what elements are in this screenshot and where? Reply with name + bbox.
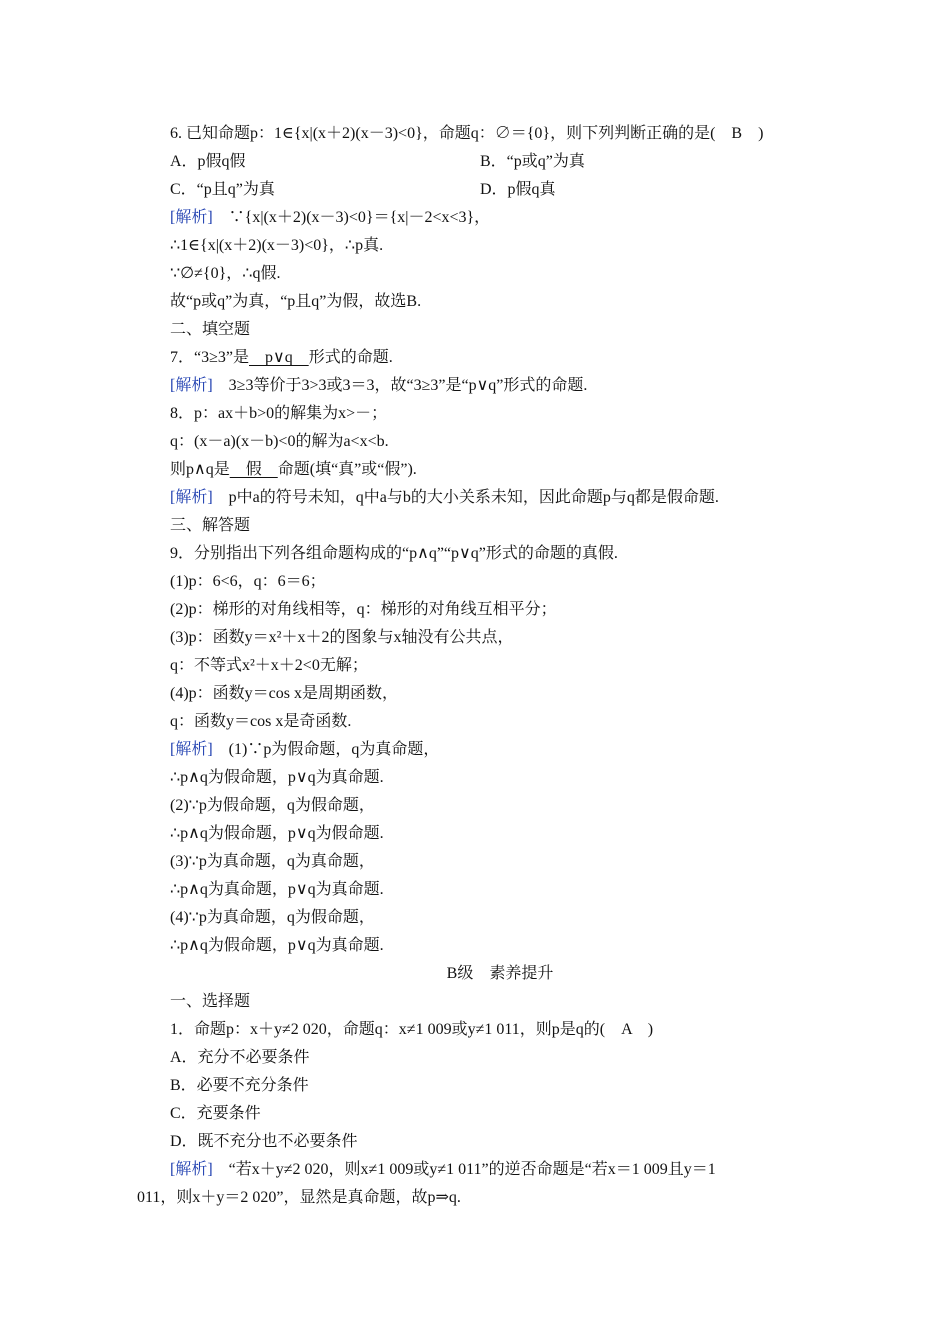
analysis-6-line-3: ∵∅≠{0}，∴q假. — [170, 265, 281, 282]
option-c: C．充要条件 — [170, 1105, 261, 1122]
question-6-options-row-1 — [170, 152, 585, 172]
question-b1: 1．命题p：x＋y≠2 020，命题q：x≠1 009或y≠1 011，则p是q的( A ) — [170, 1021, 654, 1038]
question-9-part-4a: (4)p：函数y＝cos x是周期函数， — [170, 685, 398, 702]
question-8-line-3: 则p∧q是 假 命题(填“真”或“假”). — [170, 461, 417, 478]
analysis-tag: [解析] — [170, 489, 213, 506]
analysis-9-line-4: ∴p∧q为假命题，p∨q为假命题. — [170, 825, 384, 842]
question-6-options-row-2 — [170, 180, 556, 200]
question-9-part-1: (1)p：6<6，q：6＝6； — [170, 573, 326, 590]
analysis-9-line-8: ∴p∧q为假命题，p∨q为真命题. — [170, 937, 384, 954]
question-8-line-2: q：(x－a)(x－b)<0的解为a<x<b. — [170, 433, 389, 450]
section-answer: 三、解答题 — [170, 517, 251, 534]
answer-blank: 假 — [229, 461, 278, 478]
question-6: 6. 已知命题p：1∈{x|(x＋2)(x－3)<0}，命题q：∅＝{0}，则下列判断正确的是( B ) — [170, 125, 764, 142]
analysis-tag: [解析] — [170, 1161, 213, 1178]
question-9: 9．分别指出下列各组命题构成的“p∧q”“p∨q”形式的命题的真假. — [170, 545, 618, 562]
section-fill-in: 二、填空题 — [170, 321, 251, 338]
option-d: D．p假q真 — [480, 181, 556, 198]
question-9-part-3a: (3)p：函数y＝x²＋x＋2的图象与x轴没有公共点， — [170, 629, 514, 646]
analysis-9-line-3: (2)∵p为假命题，q为假命题， — [170, 797, 375, 814]
question-9-part-3b: q：不等式x²＋x＋2<0无解； — [170, 657, 368, 674]
question-8-line-1: 8．p：ax＋b>0的解集为x>－； — [170, 405, 388, 422]
analysis-6-line-1: [解析] ∵{x|(x＋2)(x－3)<0}＝{x|－2<x<3}， — [170, 209, 491, 226]
analysis-8: [解析] p中a的符号未知，q中a与b的大小关系未知，因此命题p与q都是假命题. — [170, 489, 719, 506]
analysis-9-line-7: (4)∵p为真命题，q为假命题， — [170, 909, 375, 926]
question-7: 7．“3≥3”是 p∨q 形式的命题. — [170, 349, 393, 366]
analysis-7: [解析] 3≥3等价于3>3或3＝3，故“3≥3”是“p∨q”形式的命题. — [170, 377, 588, 394]
analysis-tag: [解析] — [170, 741, 213, 758]
level-b-heading: B级 素养提升 — [446, 965, 554, 982]
analysis-6-line-4: 故“p或q”为真，“p且q”为假，故选B. — [170, 293, 422, 310]
analysis-6-line-2: ∴1∈{x|(x＋2)(x－3)<0}，∴p真. — [170, 237, 384, 254]
option-b: B．“p或q”为真 — [480, 153, 585, 170]
analysis-9-line-6: ∴p∧q为真命题，p∨q为真命题. — [170, 881, 384, 898]
option-c: C．“p且q”为真 — [170, 181, 275, 198]
option-d: D．既不充分也不必要条件 — [170, 1133, 358, 1150]
analysis-b1-line-1: [解析] “若x＋y≠2 020，则x≠1 009或y≠1 011”的逆否命题是“若x＝1 009且y＝1 — [170, 1161, 716, 1178]
option-b: B．必要不充分条件 — [170, 1077, 309, 1094]
question-9-part-2: (2)p：梯形的对角线相等，q：梯形的对角线互相平分； — [170, 601, 557, 618]
analysis-b1-line-2: 011，则x＋y＝2 020”，显然是真命题，故p⇒q. — [137, 1189, 461, 1206]
analysis-9-line-2: ∴p∧q为假命题，p∨q为真命题. — [170, 769, 384, 786]
analysis-9-line-1: [解析] (1)∵p为假命题，q为真命题， — [170, 741, 440, 758]
question-9-part-4b: q：函数y＝cos x是奇函数. — [170, 713, 352, 730]
option-a: A．p假q假 — [170, 153, 246, 170]
section-choice: 一、选择题 — [170, 993, 251, 1010]
option-a: A．充分不必要条件 — [170, 1049, 310, 1066]
analysis-9-line-5: (3)∵p为真命题，q为真命题， — [170, 853, 375, 870]
answer-blank: p∨q — [249, 349, 309, 366]
analysis-tag: [解析] — [170, 209, 213, 226]
analysis-tag: [解析] — [170, 377, 213, 394]
